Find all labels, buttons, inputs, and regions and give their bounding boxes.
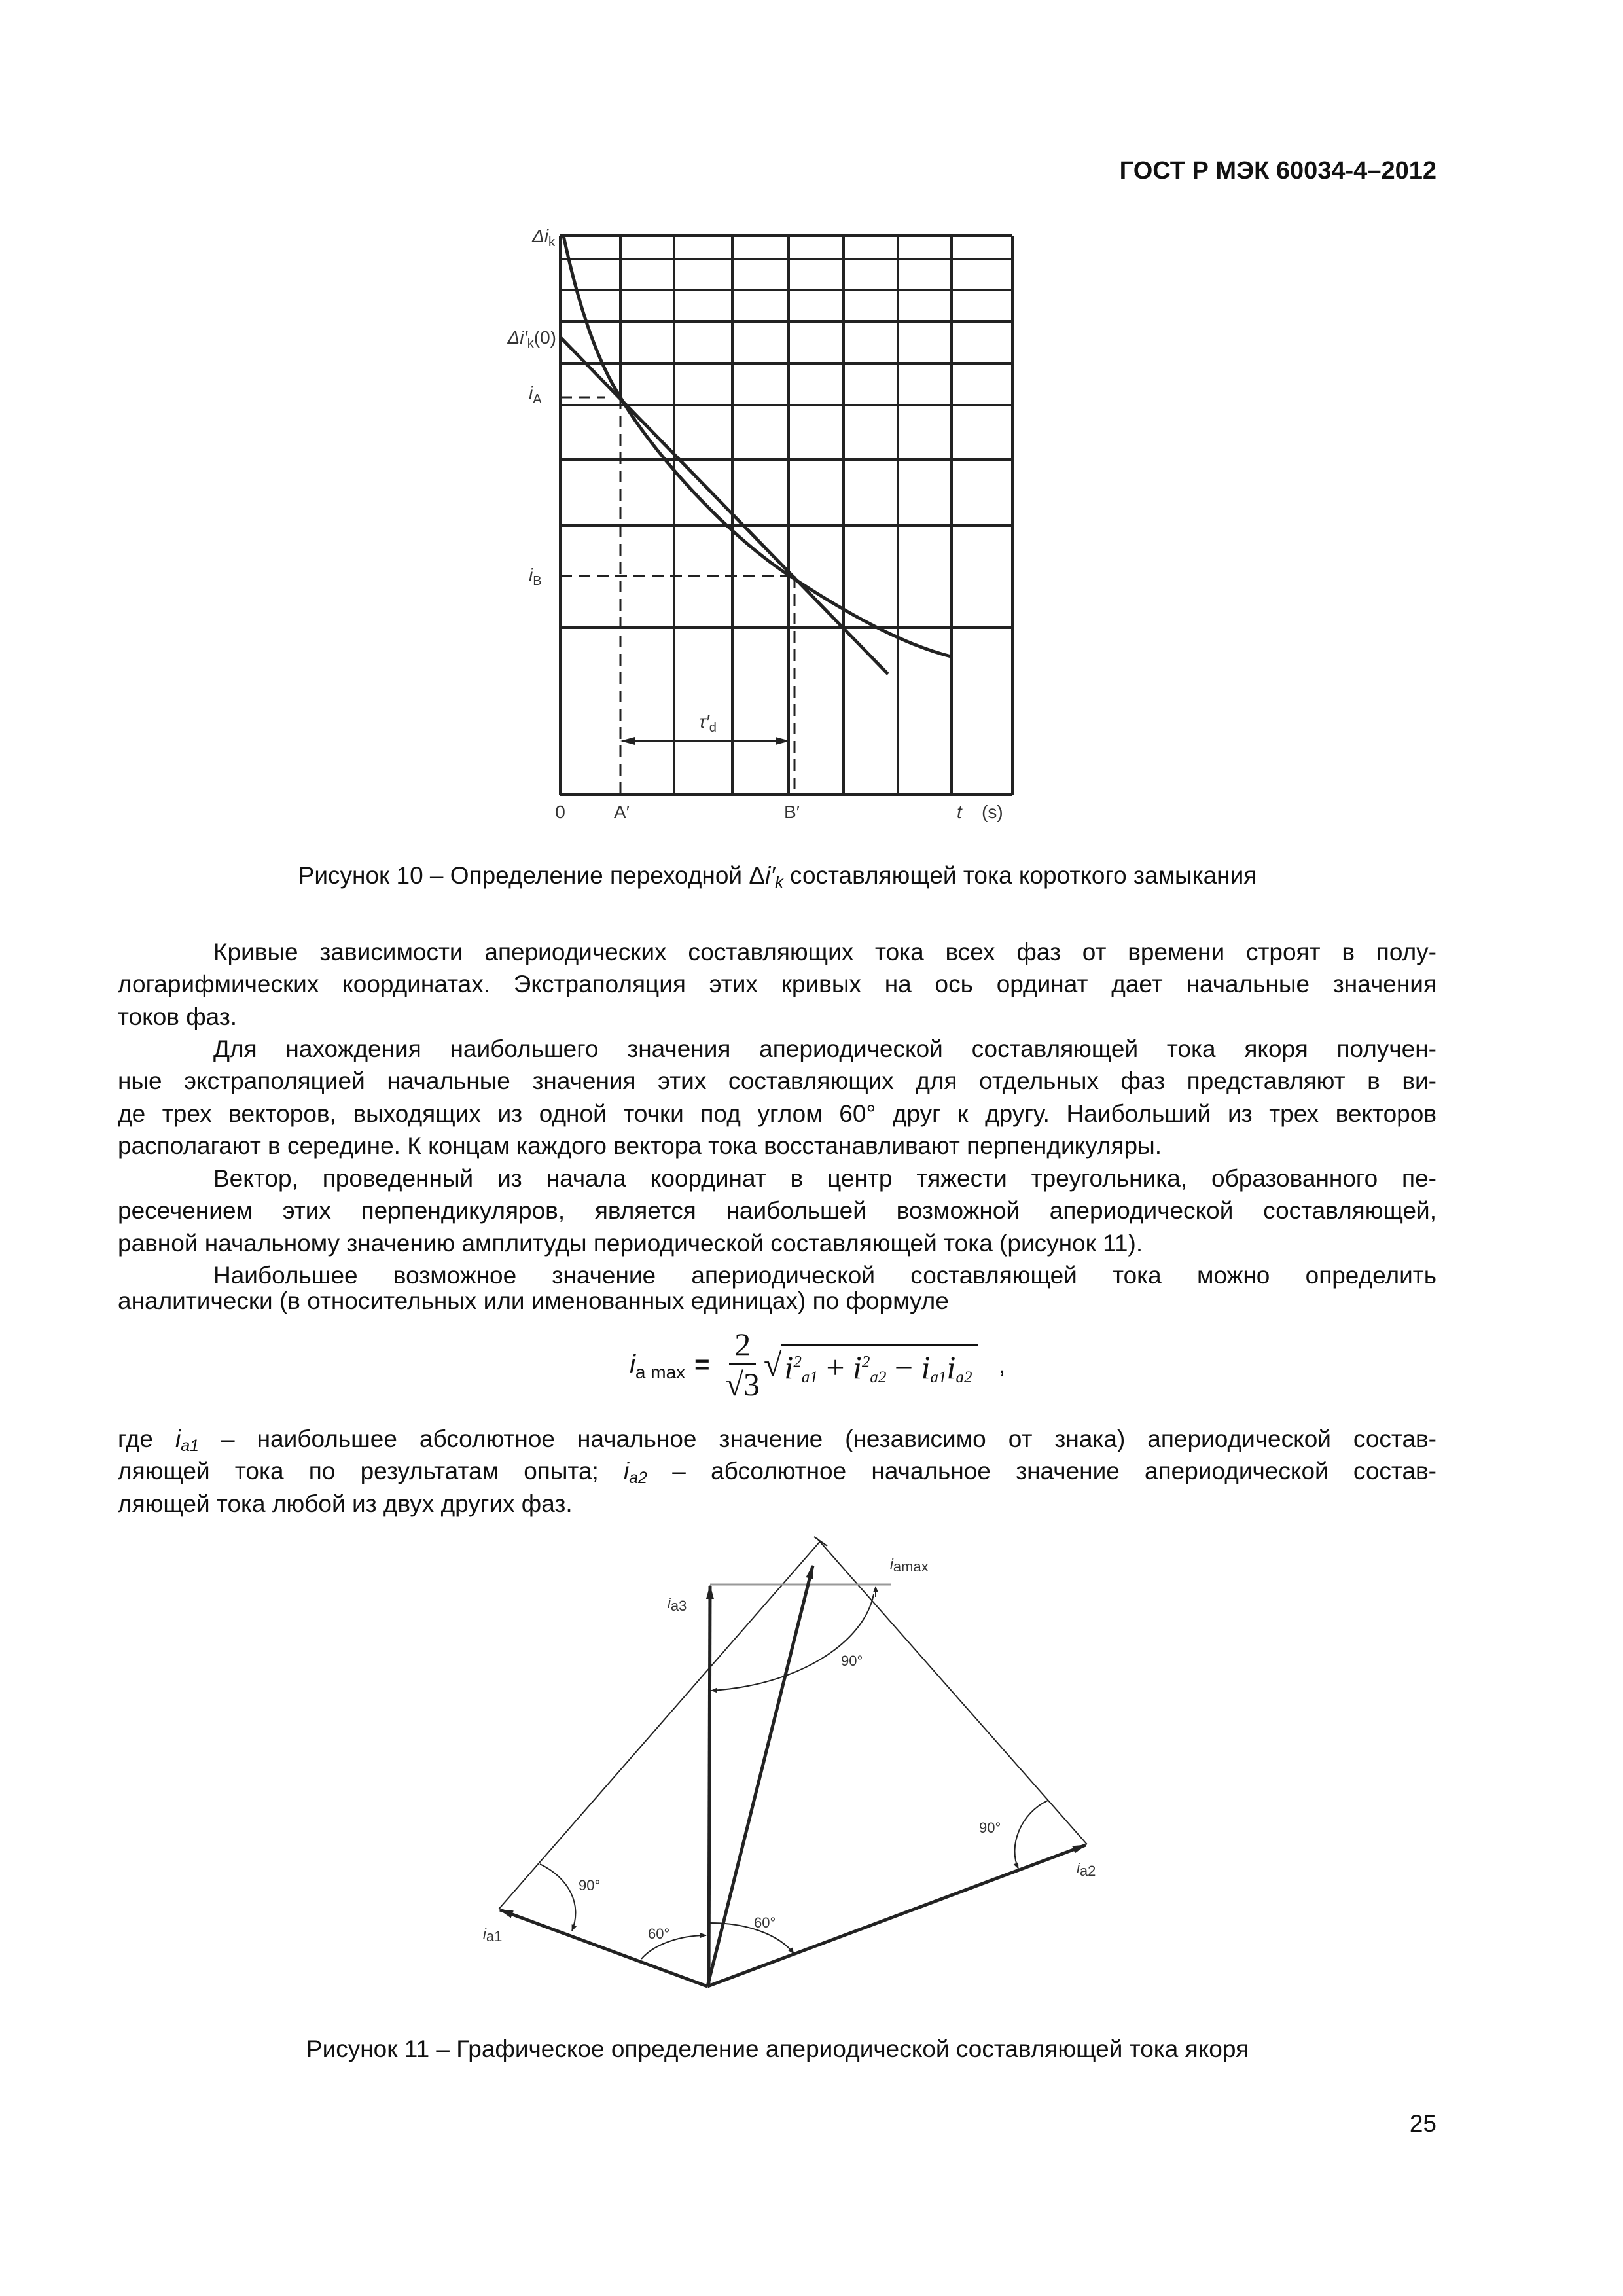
text-line: логарифмических координатах. Экстраполяция этих кривых на ось ординат дает начальные значения [118, 971, 1436, 997]
figure-10-labels [507, 226, 1003, 822]
text-line: токов фаз. [118, 1003, 238, 1030]
text-line: Кривые зависимости апериодических составляющих тока всех фаз от времени строят в полу- [213, 939, 1436, 965]
arc-left-90 [540, 1864, 575, 1931]
text-line: Для нахождения наибольшего значения апериодической составляющей тока якоря получен- [213, 1035, 1436, 1062]
label-ia2: ia2 [1077, 1860, 1096, 1879]
label-iA: $i_A$ [529, 383, 542, 406]
label-delta-ik: $\Delta i_k$ [531, 226, 555, 249]
text-line: ные экстраполяцией начальные значения этих составляющих для отдельных фаз представляют в ви- [118, 1067, 1436, 1094]
figure-11-diagram [499, 1537, 1087, 1986]
x-label-unit: (s) [982, 802, 1003, 822]
text-line: располагают в середине. К концам каждого вектора тока восстанавливают перпендикуляры. [118, 1132, 1162, 1159]
x-label-B: B′ [784, 802, 800, 822]
angle-left: 90° [579, 1877, 601, 1893]
grid-horizontal-lines [560, 236, 1012, 795]
text-line: ресечением этих перпендикуляров, является наибольшей возможной апериодической составляющей, [118, 1197, 1436, 1224]
formula-lhs-subscript: a max [635, 1362, 686, 1382]
vector-ia3 [709, 1586, 710, 1986]
text-line: ляющей тока любой из двух других фаз. [118, 1490, 573, 1517]
figure-10-caption: Рисунок 10 – Определение переходной $\Delta i'_k$ составляющей тока короткого замыкания [298, 862, 1257, 891]
text-line: аналитически (в относительных или именованных единицах) по формуле [118, 1287, 949, 1314]
label-ia3: ia3 [668, 1595, 687, 1614]
label-ia1: ia1 [483, 1926, 503, 1945]
figure-11-caption: Рисунок 11 – Графическое определение апериодической составляющей тока якоря [306, 2036, 1249, 2062]
text-line: Наибольшее возможное значение апериодической составляющей тока можно определить [213, 1262, 1436, 1289]
angle-top: 90° [841, 1653, 863, 1669]
x-label-zero: 0 [555, 802, 565, 822]
text-line: равной начальному значению амплитуды периодической составляющей тока (рисунок 11). [118, 1230, 1143, 1257]
figure-10-chart [560, 236, 1012, 795]
angle-left-60: 60° [648, 1926, 670, 1942]
document-header: ГОСТ Р МЭК 60034-4–2012 [1119, 157, 1436, 185]
label-delta-ik0: $\Delta i'_k(0)$ [507, 327, 556, 351]
formula-iamax: $i_{a max}$ = $\frac{2}{√3}$ √ $i^2_{a1} + i^2_{a2} - i_{a1}i_{a2}$ , [630, 1325, 1006, 1403]
text-line: где $i_{a1}$ – наибольшее абсолютное начальное значение (независимо от знака) апериодической состав- [118, 1426, 1436, 1455]
tangent-line [560, 337, 888, 674]
x-label-A: A′ [614, 802, 630, 822]
angle-right: 90° [979, 1820, 1001, 1836]
text-line: Вектор, проведенный из начала координат в центр тяжести треугольника, образованного пе- [213, 1165, 1436, 1192]
page-number: 25 [1409, 2110, 1436, 2137]
grid-vertical-lines [560, 236, 1012, 795]
angle-right-60: 60° [754, 1914, 776, 1931]
vector-ia1 [500, 1910, 707, 1986]
x-label-t: t [957, 802, 962, 822]
formula-lhs: $i_{a max}$ [630, 1350, 686, 1382]
arc-right-90 [1014, 1801, 1048, 1869]
text-line: ляющей тока по результатам опыта; $i_{a2}$ – абсолютное начальное значение апериодической состав- [118, 1458, 1436, 1487]
label-tau-d: $\tau'_d$ [699, 711, 717, 735]
apex-mark [814, 1537, 827, 1546]
label-iamax: iamax [890, 1556, 929, 1575]
text-line: де трех векторов, выходящих из одной точки под углом 60° друг к другу. Наибольший из трех векторов [118, 1100, 1436, 1127]
label-iB: $i_B$ [529, 565, 542, 588]
